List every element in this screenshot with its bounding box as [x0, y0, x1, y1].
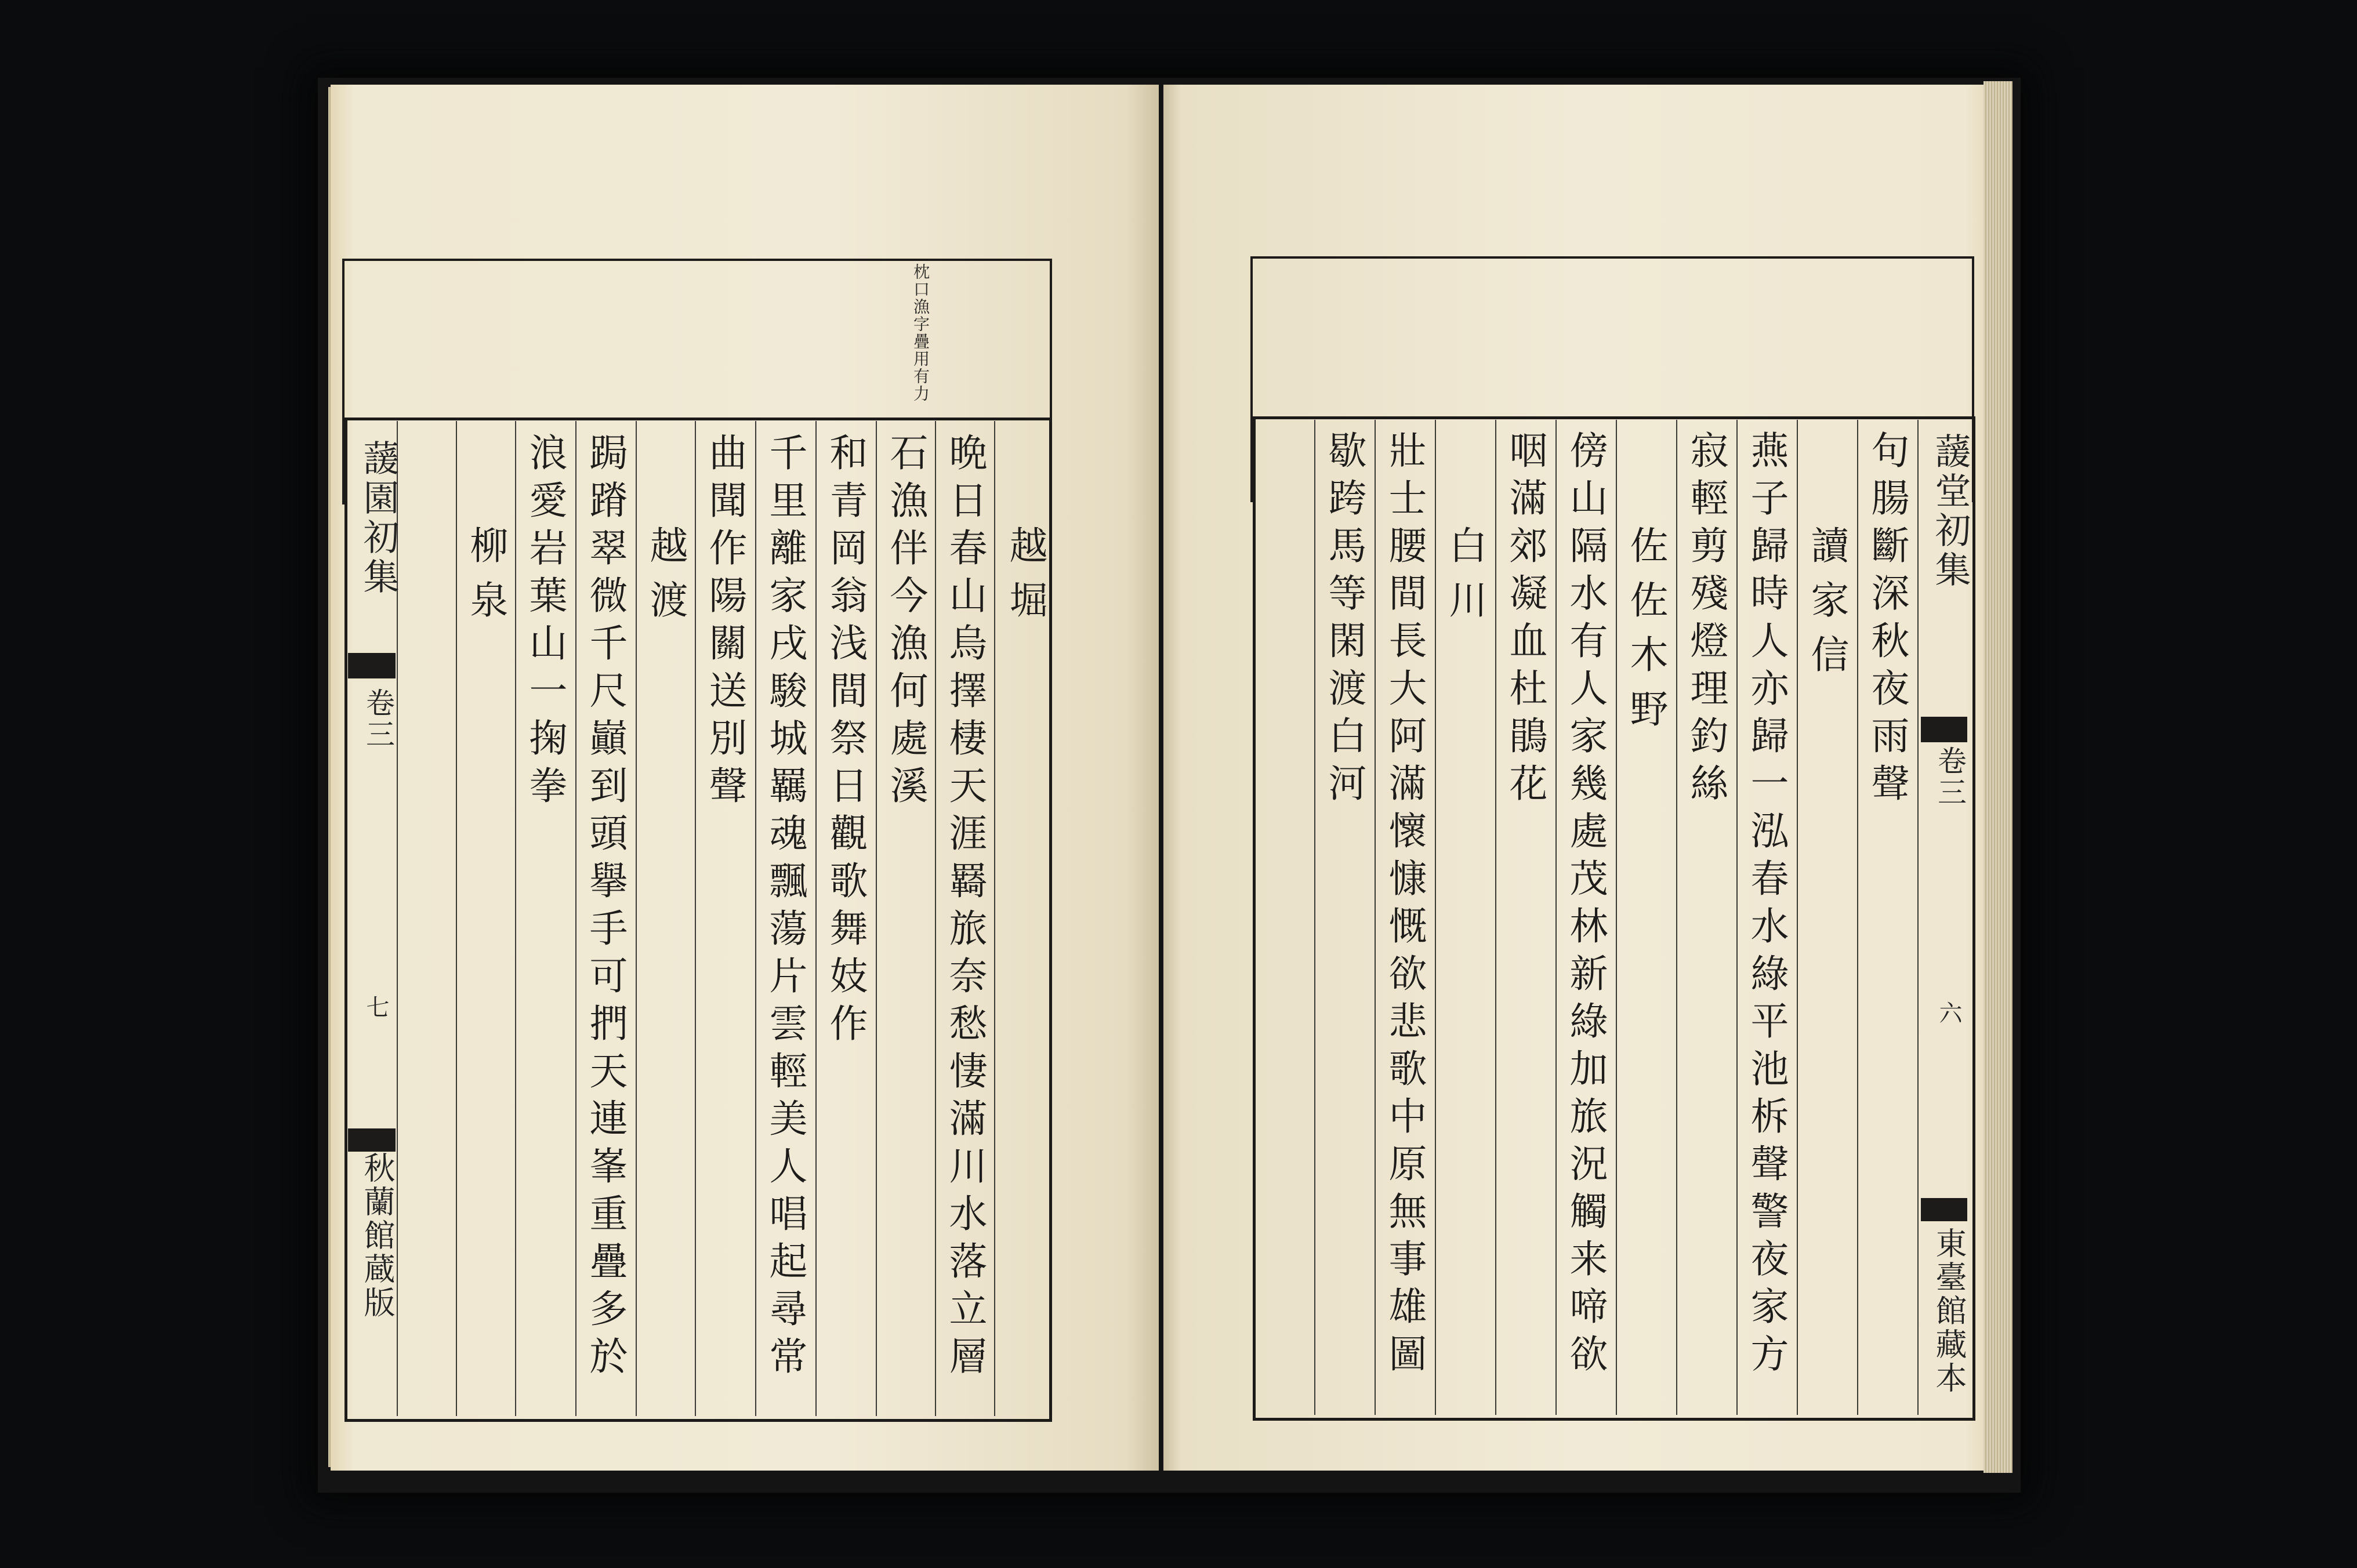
- poem-title: 越渡: [643, 525, 688, 634]
- column-rule: [1435, 420, 1436, 1415]
- poem-line: 咽滿郊凝血杜鵑花: [1503, 430, 1547, 811]
- column-rule: [876, 421, 877, 1416]
- column-rule: [1495, 420, 1496, 1415]
- margin-publisher: 秋蘭館蔵版: [359, 1152, 396, 1320]
- column-rule: [1676, 420, 1677, 1415]
- margin-publisher: 東臺館藏本: [1931, 1227, 1967, 1395]
- poem-title: 柳泉: [463, 525, 508, 634]
- poem-line: 浪愛岩葉山一掬拳: [523, 433, 567, 813]
- poem-title: 白川: [1442, 525, 1487, 634]
- poem-title: 和青岡翁浅間祭日觀歌舞妓作: [823, 433, 868, 1051]
- headnote: 枕口漁字疊用有力: [911, 263, 930, 402]
- poem-line: 傍山隔水有人家幾處茂林新綠加旅況觸来啼欲: [1563, 430, 1608, 1381]
- column-rule: [515, 421, 516, 1416]
- poem-title: 佐佐木野: [1623, 525, 1668, 743]
- margin-volume: 卷三: [361, 688, 395, 750]
- poem-line: 曲聞作陽關送別聲: [702, 433, 747, 813]
- margin-page-number: 七: [362, 995, 389, 1018]
- poem-line: 歇跨馬等閑渡白河: [1322, 430, 1366, 811]
- margin-page-number: 六: [1935, 1001, 1962, 1024]
- poem-title: 越堀: [1003, 525, 1047, 634]
- column-rule: [695, 421, 696, 1416]
- column-rule: [456, 421, 457, 1416]
- fish-tail-upper: [348, 653, 396, 678]
- poem-title: 讀家信: [1804, 525, 1849, 689]
- column-rule: [1314, 420, 1315, 1415]
- right-page: [1163, 85, 1999, 1471]
- column-rule: [1616, 420, 1617, 1415]
- poem-line: 石漁伴今漁何處溪: [883, 433, 928, 813]
- column-rule: [1375, 420, 1376, 1415]
- column-rule: [1857, 420, 1858, 1415]
- column-rule: [575, 421, 576, 1416]
- column-rule: [1736, 420, 1738, 1415]
- column-rule: [636, 421, 637, 1416]
- poem-line: 晩日春山烏擇棲天涯羇旅奈愁悽滿川水落立層: [942, 433, 987, 1384]
- left-page: [331, 85, 1159, 1471]
- poem-line: 壯士腰間長大阿滿懷慷慨欲悲歌中原無事雄圖: [1382, 430, 1427, 1381]
- column-rule: [815, 421, 817, 1416]
- poem-line: 跼蹐翠微千尺巓到頭擧手可捫天連峯重疊多於: [583, 433, 628, 1384]
- poem-line: 寂輕剪殘燈理釣絲: [1684, 430, 1728, 811]
- column-rule: [755, 421, 756, 1416]
- poem-line: 燕子歸時人亦歸一泓春水綠平池柝聲警夜家方: [1744, 430, 1789, 1381]
- column-rule: [1797, 420, 1798, 1415]
- page-edge-right: [1983, 81, 2012, 1473]
- fish-tail-upper: [1921, 717, 1967, 742]
- margin-title: 蘐園初集: [357, 440, 400, 597]
- fish-tail-lower: [348, 1128, 396, 1152]
- poem-line: 句腸斷深秋夜雨聲: [1865, 430, 1909, 811]
- poem-line: 千里離家戌駿城羈魂飄蕩片雲輕美人唱起尋常: [763, 433, 807, 1384]
- column-rule: [994, 421, 995, 1416]
- column-rule: [1555, 420, 1557, 1415]
- fish-tail-lower: [1921, 1198, 1967, 1221]
- margin-rule: [1917, 420, 1919, 1415]
- margin-volume: 卷三: [1933, 746, 1967, 808]
- margin-title: 蘐堂初集: [1929, 433, 1971, 590]
- column-rule: [935, 421, 936, 1416]
